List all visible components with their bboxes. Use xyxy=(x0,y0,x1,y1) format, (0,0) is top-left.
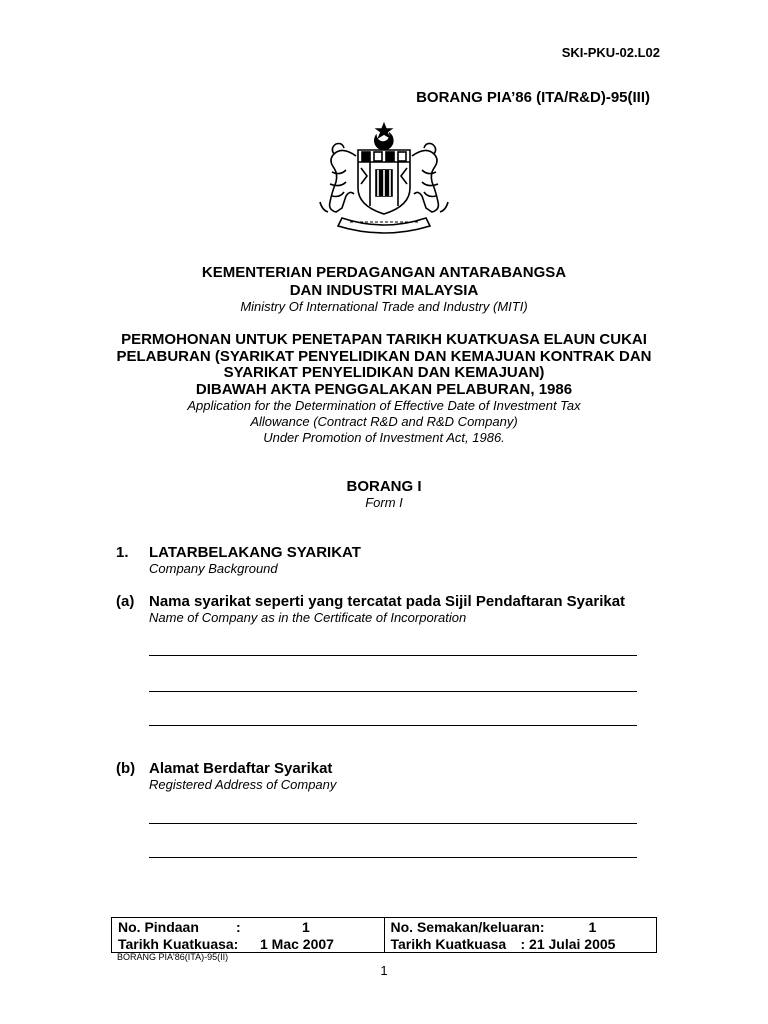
address-line-1[interactable] xyxy=(149,823,637,824)
effective-date-value-2: : 21 Julai 2005 xyxy=(520,936,616,952)
pindaan-value: 1 xyxy=(302,919,310,935)
item-b-title-english: Registered Address of Company xyxy=(149,777,337,792)
company-name-line-2[interactable] xyxy=(149,691,637,692)
malaysia-coat-of-arms-icon xyxy=(314,122,454,234)
effective-date-value-1: 1 Mac 2007 xyxy=(260,936,334,952)
revision-right-cell xyxy=(384,918,657,952)
item-a-title-english: Name of Company as in the Certificate of Incorporation xyxy=(149,610,467,625)
ministry-name-line2: DAN INDUSTRI MALAYSIA xyxy=(289,282,479,299)
title-line2: PELABURAN (SYARIKAT PENYELIDIKAN DAN KEMAJUAN KONTRAK DAN xyxy=(116,348,652,365)
page-number: 1 xyxy=(380,963,388,978)
form-label-english: Form I xyxy=(365,495,403,510)
title-line3: SYARIKAT PENYELIDIKAN DAN KEMAJUAN) xyxy=(223,364,545,381)
revision-table xyxy=(111,917,657,953)
company-name-line-3[interactable] xyxy=(149,725,637,726)
ministry-name-english: Ministry Of International Trade and Industry (MITI) xyxy=(240,299,528,314)
form-code: BORANG PIA’86 (ITA/R&D)-95(III) xyxy=(416,89,650,106)
section-number: 1. xyxy=(116,544,129,561)
title-line1: PERMOHONAN UNTUK PENETAPAN TARIKH KUATKUASA ELAUN CUKAI xyxy=(121,331,647,348)
title-english-line2: Allowance (Contract R&D and R&D Company) xyxy=(250,414,518,429)
address-line-2[interactable] xyxy=(149,857,637,858)
title-english-line1: Application for the Determination of Effective Date of Investment Tax xyxy=(187,398,581,413)
title-line4: DIBAWAH AKTA PENGGALAKAN PELABURAN, 1986 xyxy=(195,381,573,398)
company-name-line-1[interactable] xyxy=(149,655,637,656)
form-label: BORANG I xyxy=(346,478,422,495)
section-title-english: Company Background xyxy=(149,561,278,576)
effective-date-label-1: Tarikh Kuatkuasa: xyxy=(118,936,239,952)
item-b-label: (b) xyxy=(116,760,136,777)
pindaan-label: No. Pindaan xyxy=(118,919,199,935)
footer-form-code: BORANG PIA'86(ITA)-95(II) xyxy=(117,952,229,962)
effective-date-label-2: Tarikh Kuatkuasa xyxy=(390,936,507,952)
semakan-value: 1 xyxy=(588,919,597,935)
item-a-label: (a) xyxy=(116,593,135,610)
item-b-title: Alamat Berdaftar Syarikat xyxy=(149,760,333,777)
section-title: LATARBELAKANG SYARIKAT xyxy=(149,544,361,561)
revision-left-cell xyxy=(112,918,384,952)
semakan-label: No. Semakan/keluaran: xyxy=(390,919,545,935)
ministry-name-line1: KEMENTERIAN PERDAGANGAN ANTARABANGSA xyxy=(201,264,567,281)
title-english-line3: Under Promotion of Investment Act, 1986. xyxy=(263,430,505,445)
item-a-title: Nama syarikat seperti yang tercatat pada Sijil Pendaftaran Syarikat xyxy=(149,593,626,610)
pindaan-separator: : xyxy=(236,919,241,935)
document-code: SKI-PKU-02.L02 xyxy=(561,45,660,60)
